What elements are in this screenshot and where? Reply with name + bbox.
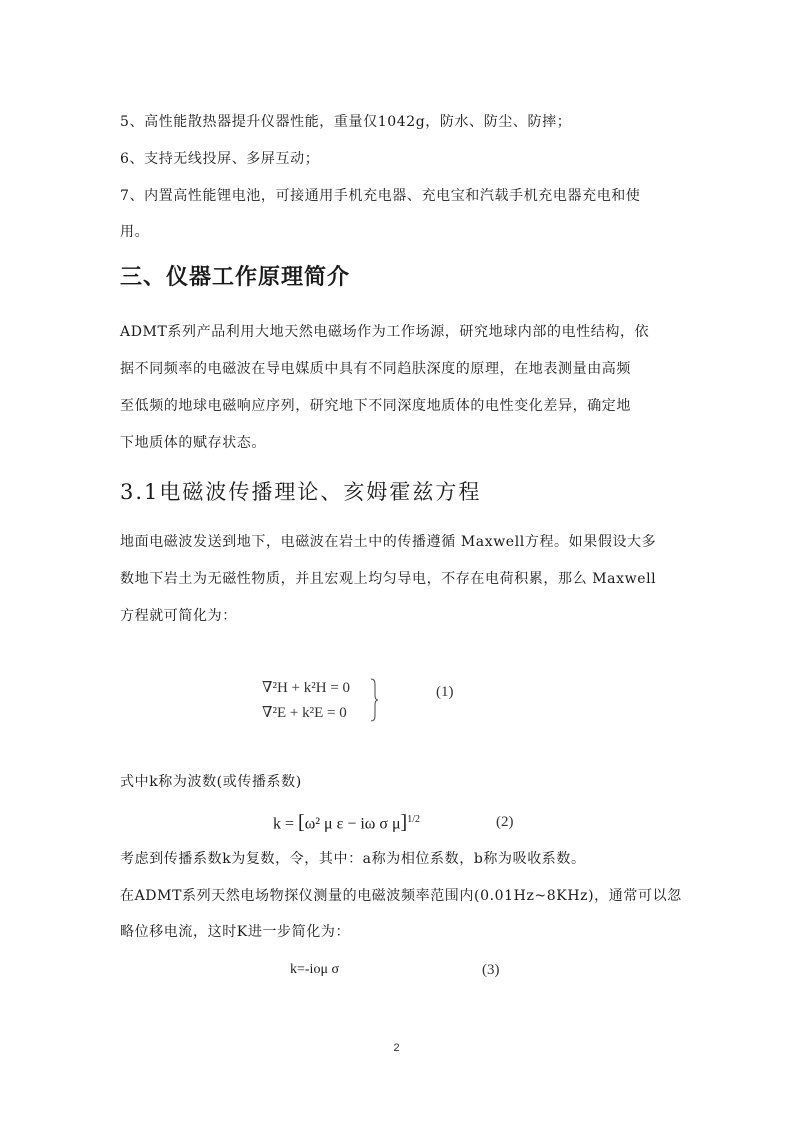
list-item-7: 7、内置高性能锂电池，可接通用手机充电器、充电宝和汽载手机充电器充电和使 — [120, 188, 641, 204]
helmholtz-h-equation: ∇²H + k²H = 0 — [262, 680, 351, 696]
equation-1-label: (1) — [436, 684, 454, 700]
curly-brace-icon — [370, 678, 378, 722]
equation-2-label: (2) — [496, 814, 514, 830]
equation-2-lhs: k = — [273, 815, 299, 833]
helmholtz-e-equation: ∇²E + k²E = 0 — [262, 705, 347, 721]
frequency-paragraph-line: 在ADMT系列天然电场物探仪测量的电磁波频率范围内(0.01Hz~8KHz)，通常可以忽 — [120, 888, 682, 904]
intro-paragraph-line: ADMT系列产品利用大地天然电磁场作为工作场源，研究地球内部的电性结构，依 — [120, 324, 650, 340]
intro-paragraph-line: 至低频的地球电磁响应序列，研究地下不同深度地质体的电性变化差异，确定地 — [120, 398, 631, 414]
intro-paragraph-line: 下地质体的赋存状态。 — [120, 435, 266, 451]
equation-2: k = [ω² μ ε − iω σ μ]$^{1/2}$ — [273, 811, 420, 834]
page-number: 2 — [393, 1042, 400, 1054]
list-item-5: 5、高性能散热器提升仪器性能，重量仅1042g，防水、防尘、防摔； — [120, 114, 572, 130]
k-definition: 式中k称为波数(或传播系数) — [120, 774, 302, 790]
list-item-7-continued: 用。 — [120, 224, 150, 240]
section-heading: 三、仪器工作原理简介 — [120, 265, 351, 290]
equation-2-exponent: 1/2 — [407, 814, 420, 825]
maxwell-paragraph-line: 数地下岩土为无磁性物质，并且宏观上均匀导电，不存在电荷积累，那么 Maxwell — [120, 571, 657, 587]
list-item-6: 6、支持无线投屏、多屏互动； — [120, 151, 320, 167]
maxwell-paragraph-line: 地面电磁波发送到地下，电磁波在岩土中的传播遵循 Maxwell方程。如果假设大多 — [120, 534, 657, 550]
complex-note: 考虑到传播系数k为复数，令，其中：a称为相位系数，b称为吸收系数。 — [120, 851, 586, 867]
equation-1 — [262, 676, 350, 726]
intro-paragraph-line: 据不同频率的电磁波在导电媒质中具有不同趋肤深度的原理，在地表测量由高频 — [120, 361, 631, 377]
frequency-paragraph-line: 略位移电流，这时K进一步简化为： — [120, 924, 351, 940]
equation-3: k=-iομ σ — [290, 962, 339, 977]
maxwell-paragraph-line: 方程就可简化为： — [120, 608, 237, 624]
equation-2-body: ω² μ ε − iω σ μ — [304, 815, 401, 833]
subsection-heading: 3.1电磁波传播理论、亥姆霍兹方程 — [120, 480, 482, 504]
equation-3-label: (3) — [482, 962, 500, 978]
